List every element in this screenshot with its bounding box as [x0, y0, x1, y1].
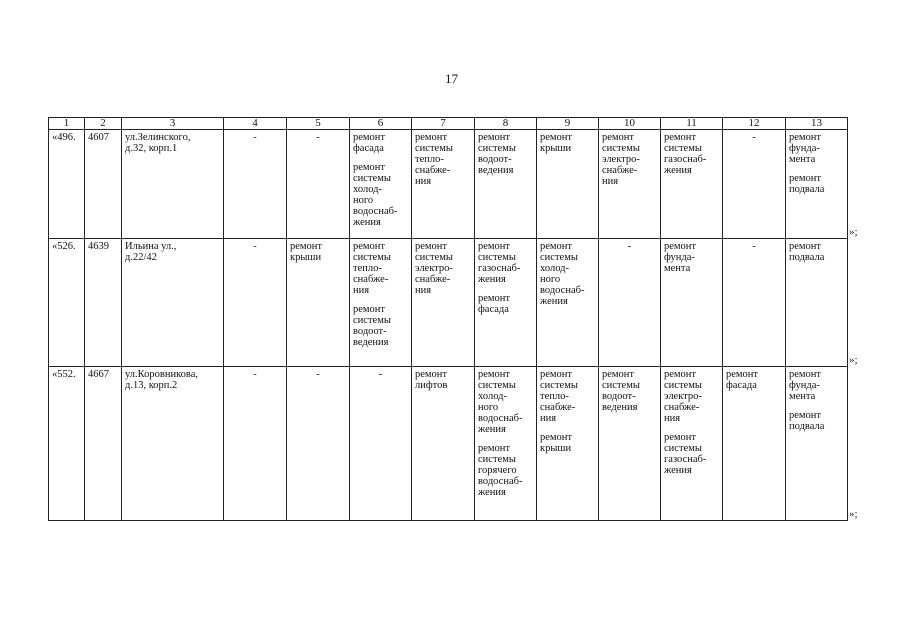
- work-entry: ремонт фунда- мента: [664, 241, 697, 274]
- work-cell-c5: [287, 239, 350, 367]
- work-entry: ремонт лифтов: [415, 369, 448, 391]
- work-entry: ремонт подвала: [789, 241, 825, 263]
- building-code: 4607: [85, 130, 122, 239]
- work-cell-c11: [661, 367, 723, 521]
- work-cell-c7: [412, 239, 475, 367]
- column-number: 9: [537, 118, 599, 130]
- building-code: 4667: [85, 367, 122, 521]
- table-row: [49, 239, 848, 367]
- address: ул.Зелинского, д.32, корп.1: [122, 130, 224, 239]
- work-cell-c13: [786, 130, 848, 239]
- work-entry: -: [253, 369, 257, 380]
- repair-table: [48, 117, 848, 521]
- row-number: «552.: [49, 367, 85, 521]
- work-cell-c10: [599, 130, 661, 239]
- work-cell-c4: [224, 367, 287, 521]
- work-entry: ремонт крыши: [290, 241, 323, 263]
- work-cell-c11: [661, 130, 723, 239]
- work-entry: ремонт системы тепло- снабже- ния: [540, 369, 578, 424]
- work-cell-c10: [599, 239, 661, 367]
- work-cell-c11: [661, 239, 723, 367]
- work-entry: ремонт системы холод- ного водоснаб- жения: [353, 162, 398, 228]
- work-entry: ремонт фасада: [353, 132, 386, 154]
- work-entry: ремонт системы газоснаб- жения: [664, 132, 707, 176]
- work-entry: ремонт системы электро- снабже- ния: [602, 132, 640, 187]
- row-number: «526.: [49, 239, 85, 367]
- work-cell-c13: [786, 239, 848, 367]
- row-number: «496.: [49, 130, 85, 239]
- work-entry: ремонт системы водоот- ведения: [478, 132, 516, 176]
- row-closing-quote: »;: [849, 225, 858, 238]
- row-closing-quote: »;: [849, 507, 858, 520]
- work-cell-c5: [287, 130, 350, 239]
- work-cell-c7: [412, 130, 475, 239]
- work-cell-c13: [786, 367, 848, 521]
- column-number: 5: [287, 118, 350, 130]
- work-cell-c6: [350, 130, 412, 239]
- work-cell-c12: [723, 130, 786, 239]
- work-cell-c9: [537, 367, 599, 521]
- work-cell-c6: [350, 367, 412, 521]
- work-entry: -: [253, 132, 257, 143]
- column-number: 8: [475, 118, 537, 130]
- work-entry: ремонт подвала: [789, 410, 825, 432]
- column-number-row: [49, 118, 848, 130]
- work-entry: ремонт крыши: [540, 432, 573, 454]
- table-row: [49, 367, 848, 521]
- work-entry: ремонт крыши: [540, 132, 573, 154]
- column-number: 13: [786, 118, 848, 130]
- column-number: 6: [350, 118, 412, 130]
- row-closing-quote: »;: [849, 353, 858, 366]
- work-entry: -: [316, 369, 320, 380]
- work-cell-c8: [475, 130, 537, 239]
- column-number: 1: [49, 118, 85, 130]
- column-number: 2: [85, 118, 122, 130]
- work-cell-c12: [723, 367, 786, 521]
- work-entry: ремонт системы электро- снабже- ния: [415, 241, 453, 296]
- column-number: 12: [723, 118, 786, 130]
- work-entry: ремонт системы тепло- снабже- ния: [353, 241, 391, 296]
- column-number: 10: [599, 118, 661, 130]
- work-cell-c6: [350, 239, 412, 367]
- work-cell-c4: [224, 130, 287, 239]
- work-cell-c7: [412, 367, 475, 521]
- work-entry: -: [752, 241, 756, 252]
- work-cell-c9: [537, 130, 599, 239]
- work-entry: ремонт фасада: [726, 369, 759, 391]
- work-entry: ремонт системы холод- ного водоснаб- жения: [478, 369, 523, 435]
- column-number: 11: [661, 118, 723, 130]
- work-entry: -: [316, 132, 320, 143]
- work-entry: ремонт системы водоот- ведения: [602, 369, 640, 413]
- column-number: 7: [412, 118, 475, 130]
- work-entry: ремонт системы водоот- ведения: [353, 304, 391, 348]
- work-cell-c5: [287, 367, 350, 521]
- work-entry: -: [253, 241, 257, 252]
- work-entry: ремонт системы тепло- снабже- ния: [415, 132, 453, 187]
- table-row: [49, 130, 848, 239]
- work-entry: ремонт системы горячего водоснаб- жения: [478, 443, 523, 498]
- work-entry: -: [752, 132, 756, 143]
- work-entry: -: [627, 241, 632, 252]
- work-cell-c12: [723, 239, 786, 367]
- work-entry: ремонт системы газоснаб- жения: [478, 241, 521, 285]
- building-code: 4639: [85, 239, 122, 367]
- work-cell-c10: [599, 367, 661, 521]
- work-cell-c8: [475, 367, 537, 521]
- work-entry: ремонт фасада: [478, 293, 511, 315]
- column-number: 4: [224, 118, 287, 130]
- address: ул.Коровникова, д.13, корп.2: [122, 367, 224, 521]
- work-entry: ремонт системы холод- ного водоснаб- жения: [540, 241, 585, 307]
- page-number: 17: [445, 71, 458, 86]
- work-cell-c9: [537, 239, 599, 367]
- work-cell-c8: [475, 239, 537, 367]
- work-entry: ремонт системы газоснаб- жения: [664, 432, 707, 476]
- address: Ильина ул., д.22/42: [122, 239, 224, 367]
- work-entry: -: [378, 369, 383, 380]
- work-entry: ремонт подвала: [789, 173, 825, 195]
- work-entry: ремонт фунда- мента: [789, 132, 822, 165]
- work-entry: ремонт фунда- мента: [789, 369, 822, 402]
- work-entry: ремонт системы электро- снабже- ния: [664, 369, 702, 424]
- work-cell-c4: [224, 239, 287, 367]
- column-number: 3: [122, 118, 224, 130]
